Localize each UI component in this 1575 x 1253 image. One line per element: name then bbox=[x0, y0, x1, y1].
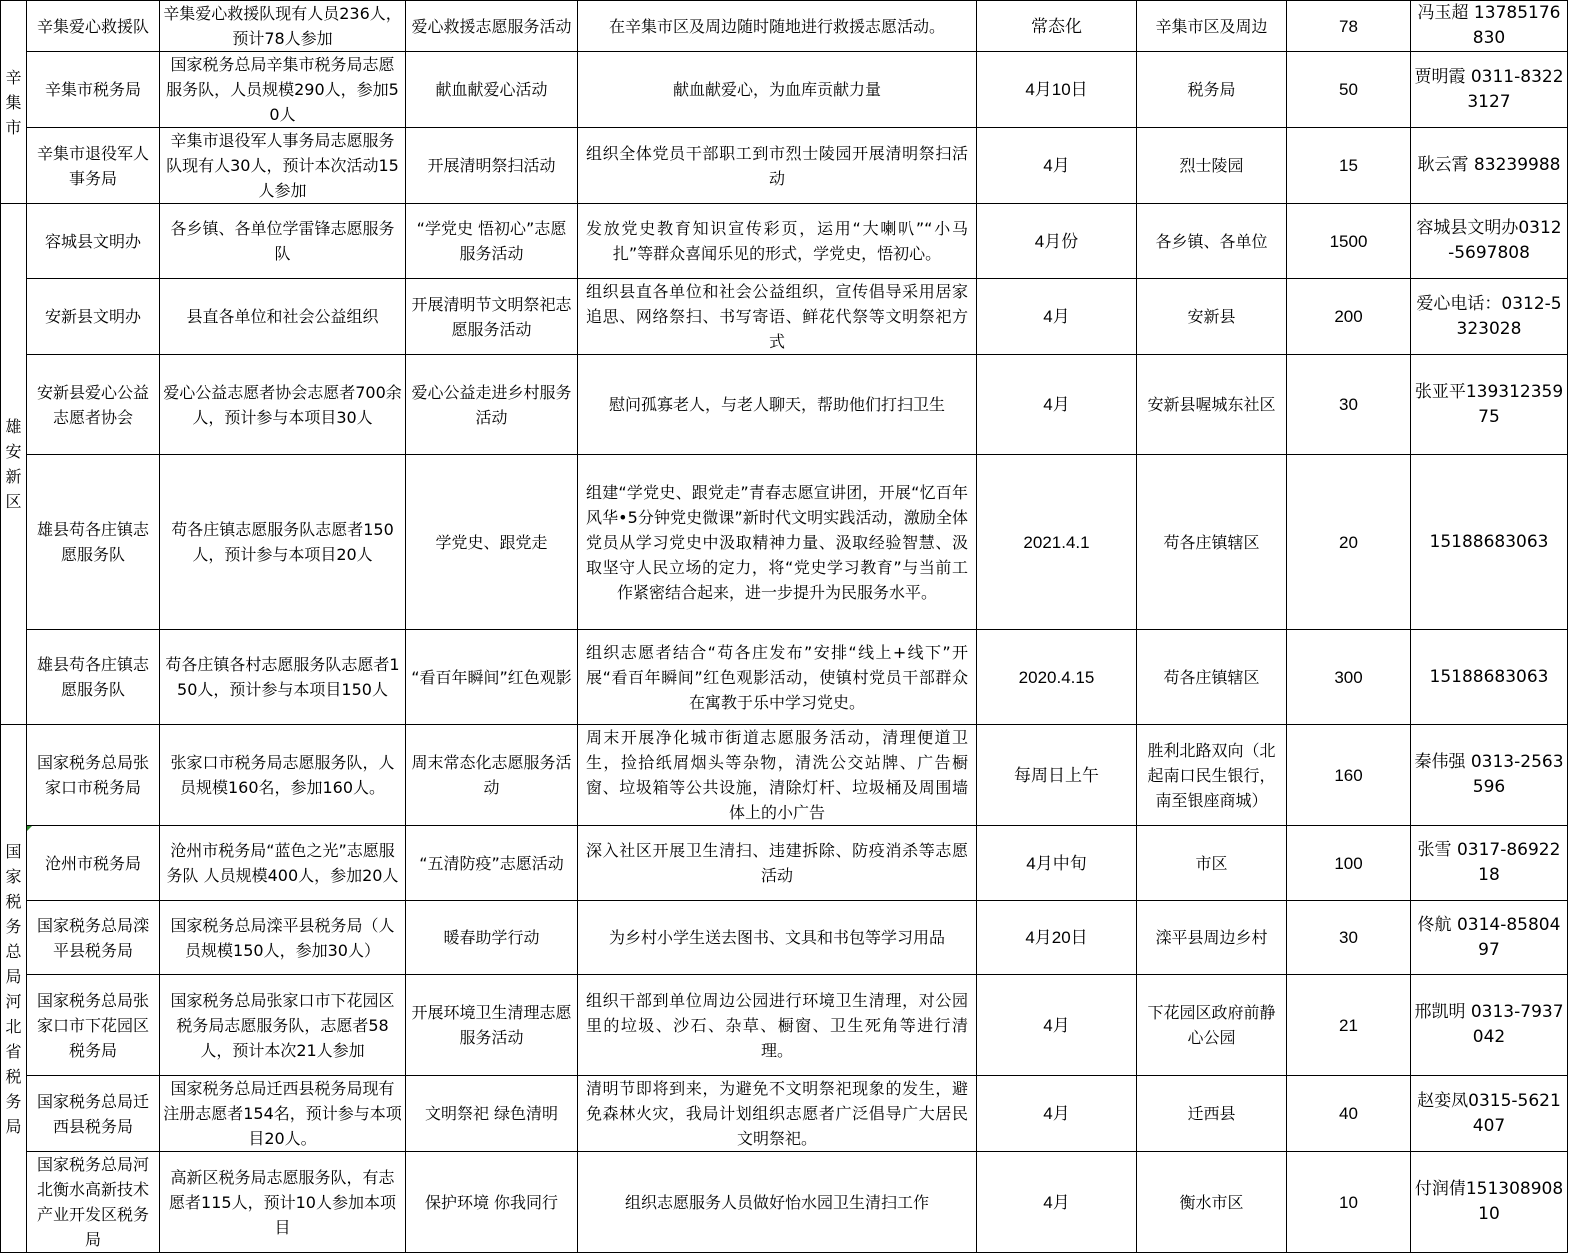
place-cell: 安新县 bbox=[1137, 279, 1287, 355]
team-cell: 县直各单位和社会公益组织 bbox=[160, 279, 406, 355]
activity-cell: 暖春助学行动 bbox=[406, 901, 578, 975]
count-cell: 200 bbox=[1287, 279, 1411, 355]
time-cell: 4月中旬 bbox=[977, 826, 1137, 901]
table-row bbox=[1, 975, 1568, 1076]
activity-cell: 献血献爱心活动 bbox=[406, 52, 578, 128]
table-row bbox=[1, 204, 1568, 279]
team-cell: 爱心公益志愿者协会志愿者700余人，预计参与本项目30人 bbox=[160, 355, 406, 455]
table-row bbox=[1, 355, 1568, 455]
org-cell: 国家税务总局迁西县税务局 bbox=[27, 1076, 160, 1152]
activity-cell: 开展清明祭扫活动 bbox=[406, 128, 578, 204]
contact-cell: 冯玉超 13785176830 bbox=[1411, 1, 1568, 52]
region-label: 国家税务总局河北省税务局 bbox=[5, 841, 22, 1136]
table-row bbox=[1, 1076, 1568, 1152]
count-cell: 160 bbox=[1287, 725, 1411, 826]
org-cell: 容城县文明办 bbox=[27, 204, 160, 279]
activity-cell: 周末常态化志愿服务活动 bbox=[406, 725, 578, 826]
org-cell: 安新县爱心公益志愿者协会 bbox=[27, 355, 160, 455]
contact-cell: 付润倩15130890810 bbox=[1411, 1152, 1568, 1253]
org-cell: 辛集市退役军人事务局 bbox=[27, 128, 160, 204]
team-cell: 国家税务总局迁西县税务局现有注册志愿者154名，预计参与本项目20人。 bbox=[160, 1076, 406, 1152]
contact-cell: 15188683063 bbox=[1411, 630, 1568, 725]
count-cell: 10 bbox=[1287, 1152, 1411, 1253]
count-cell: 50 bbox=[1287, 52, 1411, 128]
place-cell: 市区 bbox=[1137, 826, 1287, 901]
content-cell: 周末开展净化城市街道志愿服务活动，清理便道卫生，捡拾纸屑烟头等杂物，清洗公交站牌、广告橱窗、垃圾箱等公共设施，清除灯杆、垃圾桶及周围墙体上的小广告 bbox=[578, 725, 977, 826]
activity-cell: 保护环境 你我同行 bbox=[406, 1152, 578, 1253]
org-cell: 辛集市税务局 bbox=[27, 52, 160, 128]
team-cell: 国家税务总局辛集市税务局志愿服务队，人员规模290人，参加50人 bbox=[160, 52, 406, 128]
activity-cell: 学党史、跟党走 bbox=[406, 455, 578, 630]
count-cell: 15 bbox=[1287, 128, 1411, 204]
org-cell: 安新县文明办 bbox=[27, 279, 160, 355]
time-cell: 4月份 bbox=[977, 204, 1137, 279]
region-cell bbox=[1, 725, 27, 1253]
content-cell: 组织志愿服务人员做好怡水园卫生清扫工作 bbox=[578, 1152, 977, 1253]
table-body bbox=[1, 1, 1568, 1253]
content-cell: 在辛集市区及周边随时随地进行救援志愿活动。 bbox=[578, 1, 977, 52]
count-cell: 30 bbox=[1287, 355, 1411, 455]
activity-cell: 爱心公益走进乡村服务活动 bbox=[406, 355, 578, 455]
activity-cell: “学党史 悟初心”志愿服务活动 bbox=[406, 204, 578, 279]
table-row bbox=[1, 725, 1568, 826]
contact-cell: 秦伟强 0313-2563596 bbox=[1411, 725, 1568, 826]
region-label: 雄安新区 bbox=[5, 417, 22, 511]
contact-cell: 张雪 0317-8692218 bbox=[1411, 826, 1568, 901]
team-cell: 沧州市税务局“蓝色之光”志愿服务队 人员规模400人，参加20人 bbox=[160, 826, 406, 901]
place-cell: 迁西县 bbox=[1137, 1076, 1287, 1152]
activity-cell: 开展环境卫生清理志愿服务活动 bbox=[406, 975, 578, 1076]
content-cell: 深入社区开展卫生清扫、违建拆除、防疫消杀等志愿活动 bbox=[578, 826, 977, 901]
table-row bbox=[1, 279, 1568, 355]
table-row bbox=[1, 901, 1568, 975]
org-cell: 国家税务总局河北衡水高新技术产业开发区税务局 bbox=[27, 1152, 160, 1253]
contact-cell: 容城县文明办0312-5697808 bbox=[1411, 204, 1568, 279]
org-cell: 辛集爱心救援队 bbox=[27, 1, 160, 52]
table-row bbox=[1, 455, 1568, 630]
time-cell: 2021.4.1 bbox=[977, 455, 1137, 630]
region-cell bbox=[1, 1, 27, 204]
count-cell: 30 bbox=[1287, 901, 1411, 975]
content-cell: 组织全体党员干部职工到市烈士陵园开展清明祭扫活动 bbox=[578, 128, 977, 204]
contact-cell: 15188683063 bbox=[1411, 455, 1568, 630]
place-cell: 下花园区政府前静心公园 bbox=[1137, 975, 1287, 1076]
count-cell: 78 bbox=[1287, 1, 1411, 52]
content-cell: 发放党史教育知识宣传彩页，运用“大喇叭”“小马扎”等群众喜闻乐见的形式，学党史，悟初心。 bbox=[578, 204, 977, 279]
org-cell: 沧州市税务局 bbox=[27, 826, 160, 901]
content-cell: 慰问孤寡老人，与老人聊天，帮助他们打扫卫生 bbox=[578, 355, 977, 455]
time-cell: 常态化 bbox=[977, 1, 1137, 52]
content-cell: 组建“学党史、跟党走”青春志愿宣讲团，开展“忆百年风华•5分钟党史微课”新时代文明实践活动，激励全体党员从学习党史中汲取精神力量、汲取经验智慧、汲取坚守人民立场的定力，将“党史学习教育”与当前工作紧密结合起来，进一步提升为民服务水平。 bbox=[578, 455, 977, 630]
place-cell: 辛集市区及周边 bbox=[1137, 1, 1287, 52]
contact-cell: 佟航 0314-8580497 bbox=[1411, 901, 1568, 975]
place-cell: 胜利北路双向（北起南口民生银行，南至银座商城） bbox=[1137, 725, 1287, 826]
time-cell: 2020.4.15 bbox=[977, 630, 1137, 725]
time-cell: 每周日上午 bbox=[977, 725, 1137, 826]
table-row bbox=[1, 128, 1568, 204]
team-cell: 苟各庄镇各村志愿服务队志愿者150人，预计参与本项目150人 bbox=[160, 630, 406, 725]
time-cell: 4月20日 bbox=[977, 901, 1137, 975]
place-cell: 苟各庄镇辖区 bbox=[1137, 630, 1287, 725]
team-cell: 各乡镇、各单位学雷锋志愿服务队 bbox=[160, 204, 406, 279]
place-cell: 安新县喔城东社区 bbox=[1137, 355, 1287, 455]
time-cell: 4月 bbox=[977, 1152, 1137, 1253]
org-cell: 雄县苟各庄镇志愿服务队 bbox=[27, 630, 160, 725]
contact-cell: 赵娈凤0315-5621407 bbox=[1411, 1076, 1568, 1152]
count-cell: 20 bbox=[1287, 455, 1411, 630]
team-cell: 高新区税务局志愿服务队，有志愿者115人，预计10人参加本项目 bbox=[160, 1152, 406, 1253]
table-row bbox=[1, 630, 1568, 725]
team-cell: 苟各庄镇志愿服务队志愿者150人，预计参与本项目20人 bbox=[160, 455, 406, 630]
contact-cell: 邢凯明 0313-7937042 bbox=[1411, 975, 1568, 1076]
contact-cell: 张亚平13931235975 bbox=[1411, 355, 1568, 455]
place-cell: 滦平县周边乡村 bbox=[1137, 901, 1287, 975]
activity-cell: “看百年瞬间”红色观影 bbox=[406, 630, 578, 725]
count-cell: 100 bbox=[1287, 826, 1411, 901]
table-row bbox=[1, 1, 1568, 52]
team-cell: 国家税务总局张家口市下花园区税务局志愿服务队，志愿者58人，预计本次21人参加 bbox=[160, 975, 406, 1076]
table-row bbox=[1, 826, 1568, 901]
region-cell bbox=[1, 204, 27, 725]
contact-cell: 爱心电话：0312-5323028 bbox=[1411, 279, 1568, 355]
region-label: 辛集市 bbox=[5, 67, 22, 137]
count-cell: 21 bbox=[1287, 975, 1411, 1076]
count-cell: 40 bbox=[1287, 1076, 1411, 1152]
team-cell: 国家税务总局滦平县税务局（人员规模150人，参加30人） bbox=[160, 901, 406, 975]
content-cell: 组织干部到单位周边公园进行环境卫生清理，对公园里的垃圾、沙石、杂草、橱窗、卫生死角等进行清理。 bbox=[578, 975, 977, 1076]
team-cell: 辛集爱心救援队现有人员236人，预计78人参加 bbox=[160, 1, 406, 52]
activity-cell: 文明祭祀 绿色清明 bbox=[406, 1076, 578, 1152]
contact-cell: 贾明霞 0311-83223127 bbox=[1411, 52, 1568, 128]
place-cell: 税务局 bbox=[1137, 52, 1287, 128]
time-cell: 4月 bbox=[977, 355, 1137, 455]
count-cell: 300 bbox=[1287, 630, 1411, 725]
org-cell: 国家税务总局滦平县税务局 bbox=[27, 901, 160, 975]
org-cell: 雄县苟各庄镇志愿服务队 bbox=[27, 455, 160, 630]
place-cell: 衡水市区 bbox=[1137, 1152, 1287, 1253]
table-row bbox=[1, 1152, 1568, 1253]
activity-cell: 爱心救援志愿服务活动 bbox=[406, 1, 578, 52]
time-cell: 4月10日 bbox=[977, 52, 1137, 128]
time-cell: 4月 bbox=[977, 975, 1137, 1076]
content-cell: 为乡村小学生送去图书、文具和书包等学习用品 bbox=[578, 901, 977, 975]
time-cell: 4月 bbox=[977, 279, 1137, 355]
content-cell: 献血献爱心，为血库贡献力量 bbox=[578, 52, 977, 128]
team-cell: 张家口市税务局志愿服务队，人员规模160名，参加160人。 bbox=[160, 725, 406, 826]
activity-cell: “五清防疫”志愿活动 bbox=[406, 826, 578, 901]
content-cell: 组织志愿者结合“苟各庄发布”安排“线上+线下”开展“看百年瞬间”红色观影活动，使镇村党员干部群众在寓教于乐中学习党史。 bbox=[578, 630, 977, 725]
time-cell: 4月 bbox=[977, 128, 1137, 204]
place-cell: 苟各庄镇辖区 bbox=[1137, 455, 1287, 630]
time-cell: 4月 bbox=[977, 1076, 1137, 1152]
place-cell: 烈士陵园 bbox=[1137, 128, 1287, 204]
team-cell: 辛集市退役军人事务局志愿服务队现有人30人，预计本次活动15人参加 bbox=[160, 128, 406, 204]
org-cell: 国家税务总局张家口市税务局 bbox=[27, 725, 160, 826]
table-row bbox=[1, 52, 1568, 128]
count-cell: 1500 bbox=[1287, 204, 1411, 279]
place-cell: 各乡镇、各单位 bbox=[1137, 204, 1287, 279]
org-cell: 国家税务总局张家口市下花园区税务局 bbox=[27, 975, 160, 1076]
contact-cell: 耿云霄 83239988 bbox=[1411, 128, 1568, 204]
activity-cell: 开展清明节文明祭祀志愿服务活动 bbox=[406, 279, 578, 355]
content-cell: 组织县直各单位和社会公益组织，宣传倡导采用居家追思、网络祭扫、书写寄语、鲜花代祭等文明祭祀方式 bbox=[578, 279, 977, 355]
content-cell: 清明节即将到来，为避免不文明祭祀现象的发生，避免森林火灾，我局计划组织志愿者广泛倡导广大居民文明祭祀。 bbox=[578, 1076, 977, 1152]
